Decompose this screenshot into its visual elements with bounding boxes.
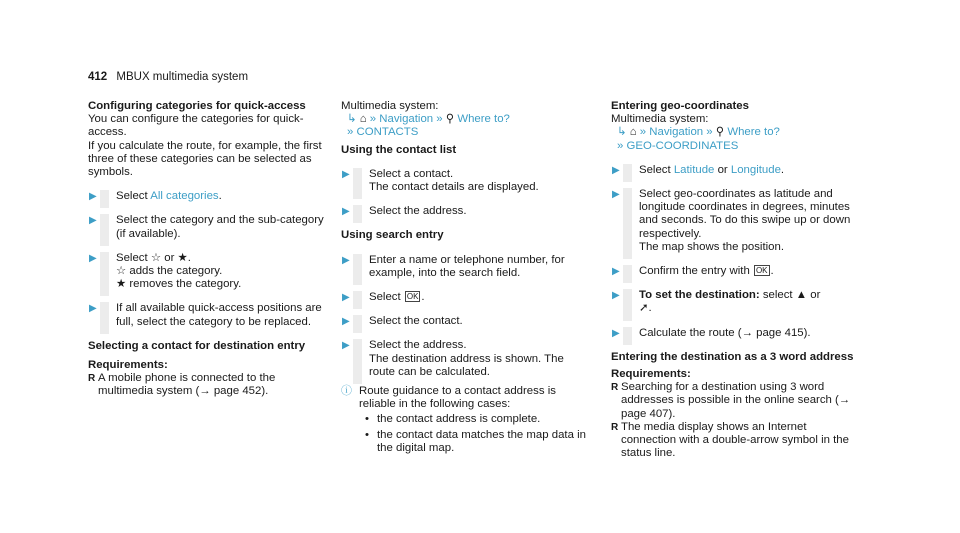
step-item — [341, 339, 589, 379]
step-arrow-icon: ▶ — [342, 292, 350, 304]
step-text: or — [810, 289, 821, 302]
step-arrow-icon: ▶ — [612, 189, 620, 201]
navigation-link[interactable]: Navigation — [649, 126, 704, 139]
requirements-label: Requirements: — [88, 359, 168, 372]
step-item: ▶ To set the destination: select ▲ or ➚. — [611, 289, 861, 315]
step-text: Select the contact. — [369, 315, 463, 328]
step-item — [341, 291, 589, 304]
step-arrow-icon: ▶ — [612, 327, 620, 339]
step-arrow-icon: ▶ — [342, 316, 350, 328]
contacts-link[interactable]: CONTACTS — [356, 126, 419, 139]
step-text: . — [421, 291, 425, 304]
menu-path — [341, 126, 589, 139]
step-arrow-icon: ▶ — [612, 266, 620, 278]
step-item — [341, 205, 589, 218]
step-item — [88, 302, 324, 328]
requirement-item: R A mobile phone is connected to the multimedia system (→ page 452). — [88, 372, 324, 398]
note-bullet: • the contact address is complete. — [359, 413, 589, 426]
section-heading: Entering geo-coordinates — [611, 100, 749, 112]
where-to-link[interactable]: Where to? — [727, 126, 780, 139]
requirement-item: R Searching for a destination using 3 word addresses is possible in the online search (→ page 407). — [611, 381, 861, 421]
double-chevron-icon: » — [639, 126, 647, 139]
step-text: Select — [369, 291, 401, 304]
step-text: . — [780, 163, 785, 176]
step-text: If all available quick-access positions are full, select the category to be replaced. — [116, 302, 322, 328]
all-categories-link[interactable]: All categories — [150, 190, 219, 203]
column-3 — [611, 100, 861, 460]
path-return-icon: ↳ — [617, 126, 627, 139]
step-arrow-icon: ▶ — [612, 290, 620, 302]
step-arrow-icon: ▶ — [612, 164, 620, 176]
step-text: Confirm the entry with — [639, 265, 750, 278]
page-header — [88, 71, 248, 84]
paragraph: If you calculate the route, for example, the first three of these categories can be selected as symbols. — [88, 139, 322, 179]
step-text: Select the category and the sub-category (if available). — [116, 214, 324, 240]
step-arrow-icon: ▶ — [89, 303, 97, 315]
navigation-link[interactable]: Navigation — [379, 113, 434, 126]
menu-path — [611, 140, 861, 153]
step-item — [611, 327, 861, 340]
step-item — [88, 214, 324, 240]
step-item — [341, 254, 589, 280]
double-chevron-icon: » — [369, 113, 377, 126]
step-label: To set the destination: — [639, 289, 760, 302]
step-text: . — [770, 265, 774, 278]
step-item — [341, 168, 589, 194]
page-title: MBUX multimedia system — [116, 71, 249, 83]
step-text: Select the address. — [369, 339, 467, 352]
step-item — [341, 315, 589, 328]
step-text: Enter a name or telephone number, for example, into the search field. — [369, 253, 565, 279]
step-text: Calculate the route (→ page 415). — [639, 326, 811, 339]
step-item — [88, 252, 324, 292]
step-arrow-icon: ▶ — [89, 252, 97, 264]
step-text: Select — [639, 163, 671, 176]
step-item — [611, 164, 861, 177]
system-label: Multimedia system: — [611, 113, 709, 126]
requirements-label: Requirements: — [611, 368, 691, 381]
requirement-item: R The media display shows an Internet connection with a double-arrow symbol in the status line. — [611, 421, 861, 461]
step-arrow-icon: ▶ — [342, 168, 350, 180]
note-bullet: • the contact data matches the map data in the digital map. — [359, 429, 589, 455]
step-arrow-icon: ▶ — [342, 254, 350, 266]
column-1 — [88, 100, 324, 399]
latitude-link[interactable]: Latitude — [673, 163, 715, 176]
step-text: Select a contact. — [369, 167, 454, 180]
step-arrow-icon: ▶ — [342, 340, 350, 352]
step-text: Select geo-coordinates as latitude and longitude coordinates in degrees, minutes and seconds. To do this swipe up or down respectively. — [639, 188, 851, 240]
search-icon: ⚲ — [445, 113, 455, 126]
step-text: or — [164, 251, 175, 264]
step-text: adds the category. — [129, 265, 223, 278]
menu-path — [341, 113, 589, 126]
paragraph: You can configure the categories for quick-access. — [88, 113, 304, 139]
step-text: Select — [116, 190, 148, 203]
step-arrow-icon: ▶ — [342, 206, 350, 218]
star-filled-icon: ★ — [116, 278, 127, 291]
note-text: Route guidance to a contact address is reliable in the following cases: — [359, 385, 556, 411]
double-chevron-icon: » — [706, 126, 713, 139]
step-item — [611, 265, 861, 278]
ok-key-icon: OK — [406, 292, 419, 302]
step-text: Select the address. — [369, 205, 467, 218]
info-icon: ⓘ — [341, 385, 352, 398]
search-icon: ⚲ — [715, 126, 725, 139]
page-number: 412 — [88, 71, 108, 83]
step-text: . — [218, 190, 222, 203]
star-filled-icon: ★ — [177, 251, 188, 264]
star-outline-icon: ☆ — [150, 251, 162, 264]
double-chevron-icon: » — [436, 113, 443, 126]
requirements — [611, 368, 861, 460]
section-heading: Entering the destination as a 3 word address — [611, 350, 854, 363]
double-chevron-icon: » — [347, 126, 354, 139]
step-text: The map shows the position. — [639, 240, 784, 253]
step-item — [611, 188, 861, 254]
requirements — [88, 359, 324, 399]
info-note — [341, 385, 589, 455]
system-label: Multimedia system: — [341, 100, 439, 112]
section-heading: Selecting a contact for destination entry — [88, 339, 306, 352]
path-return-icon: ↳ — [347, 113, 357, 126]
double-chevron-icon: » — [617, 139, 624, 152]
section-heading: Using search entry — [341, 229, 444, 242]
step-text: select — [762, 289, 793, 302]
step-text: or — [717, 163, 728, 176]
home-icon: ⌂ — [629, 126, 637, 139]
step-text: The contact details are displayed. — [369, 181, 539, 194]
column-2 — [341, 100, 589, 455]
step-text: removes the category. — [129, 278, 242, 291]
step-text: . — [187, 251, 191, 264]
step-arrow-icon: ▶ — [89, 215, 97, 227]
step-text: The destination address is shown. The route can be calculated. — [369, 352, 564, 378]
where-to-link[interactable]: Where to? — [457, 113, 510, 126]
geo-coordinates-link[interactable]: GEO-COORDINATES — [626, 139, 739, 152]
ok-key-icon: OK — [755, 266, 768, 276]
step-arrow-icon: ▶ — [89, 191, 97, 203]
step-item — [88, 190, 324, 203]
route-icon: ➚ — [639, 302, 649, 315]
step-text: Select — [116, 251, 148, 264]
star-outline-icon: ☆ — [116, 265, 127, 278]
home-icon: ⌂ — [359, 113, 367, 126]
longitude-link[interactable]: Longitude — [730, 163, 781, 176]
section-heading: Using the contact list — [341, 143, 457, 156]
navigate-arrow-icon: ▲ — [795, 289, 808, 302]
section-heading: Configuring categories for quick-access — [88, 100, 306, 112]
menu-path — [611, 126, 861, 139]
